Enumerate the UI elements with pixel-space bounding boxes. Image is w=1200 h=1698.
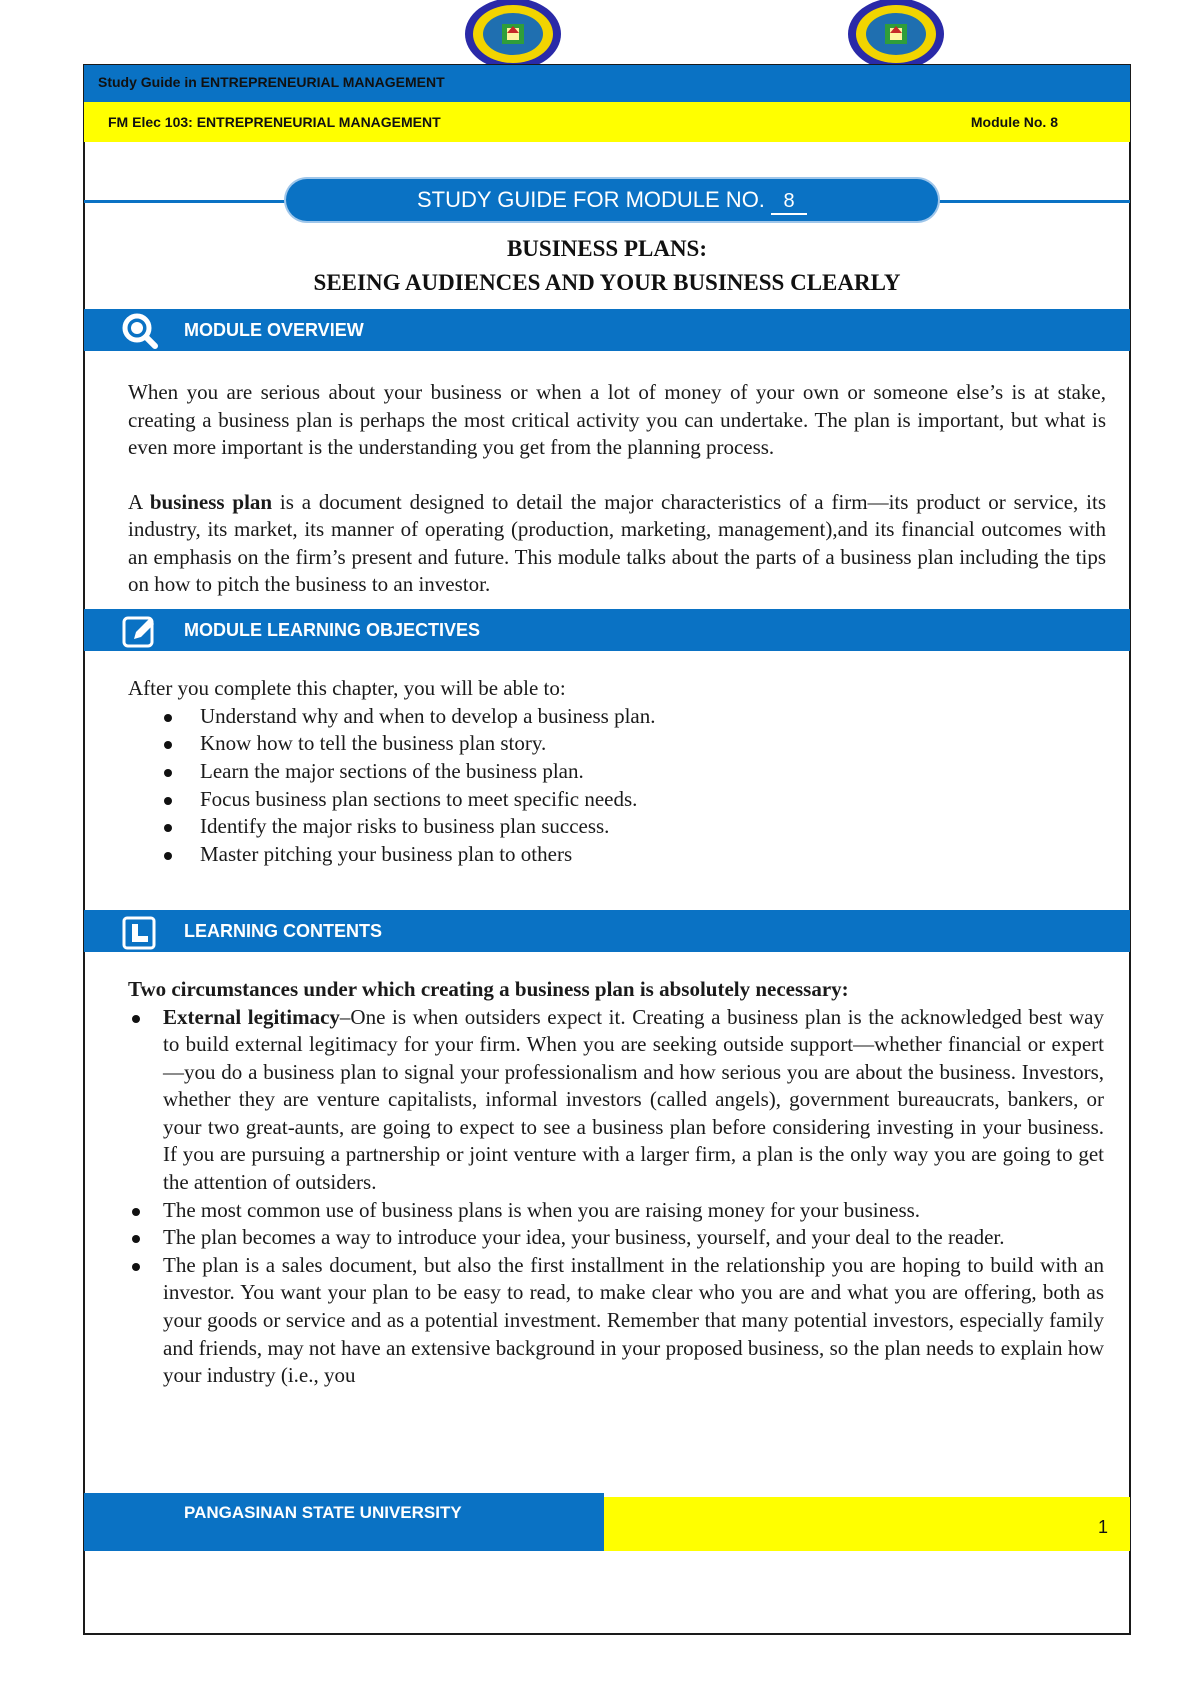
objective-item: Identify the major risks to business plan success. (128, 813, 1106, 841)
contents-block (128, 976, 1104, 1390)
banner-line-left (84, 200, 286, 203)
content-item: The plan becomes a way to introduce your idea, your business, yourself, and your deal to the reader. (128, 1224, 1104, 1252)
header-course-band (84, 102, 1130, 142)
header-top-band (84, 65, 1130, 102)
objectives-block (128, 675, 1106, 869)
pencil-edit-icon (122, 613, 158, 649)
page-title-line2: SEEING AUDIENCES AND YOUR BUSINESS CLEARLY (313, 270, 901, 295)
content-item-1-text: –One is when outsiders expect it. Creating a business plan is the acknowledged best way to build external legitimacy for your firm. When you are seeking outside support—whether financial or expert—you do a business plan to signal your professionalism and how serious you are about the business. Investors, whether they are venture capitalists, informal investors (called angels), government bureaucrats, bankers, or your two great-aunts, are going to expect to see a business plan before considering investing in your business. If you are pursuing a partnership or joint venture with a larger firm, a plan is the only way you are going to get the attention of outsiders. (163, 1004, 1104, 1195)
magnifier-icon (122, 313, 158, 349)
section-bar-overview (84, 309, 1130, 351)
overview-paragraph-1: When you are serious about your business or when a lot of money of your own or someone else’s is at stake, creating a business plan is perhaps the most critical activity you can undertake. The plan is important, but what is even more important is the understanding you get from the planning process. (128, 380, 1106, 459)
content-item: The plan is a sales document, but also the first installment in the relationship you are hoping to build with an investor. You want your plan to be easy to read, to make clear who you are and what you are offering, both as your goods or service and as a potential investment. Remember that many potential investors, especially family and friends, may not have an extensive background in your proposed business, so the plan needs to explain how your industry (i.e., you (128, 1252, 1104, 1390)
objective-item: Understand why and when to develop a business plan. (128, 703, 1106, 731)
overview-p2-rest: is a document designed to detail the major characteristics of a firm—its product or service, its industry, its market, its manner of operating (production, marketing, management),and its financial outcomes with an emphasis on the firm’s present and future. This module talks about the parts of a business plan including the tips on how to pitch the business to an investor. (128, 489, 1106, 596)
header-top-line: Study Guide in ENTREPRENEURIAL MANAGEMENT (98, 74, 445, 90)
objective-item: Learn the major sections of the business plan. (128, 758, 1106, 786)
course-title: FM Elec 103: ENTREPRENEURIAL MANAGEMENT (108, 114, 441, 130)
section-heading-overview: MODULE OVERVIEW (184, 320, 364, 340)
content-item (128, 1004, 1104, 1197)
objective-item: Know how to tell the business plan story. (128, 730, 1106, 758)
contents-subheading: Two circumstances under which creating a business plan is absolutely necessary: (128, 977, 849, 1001)
page-title-line1: BUSINESS PLANS: (506, 236, 708, 261)
banner-line-right (938, 200, 1130, 203)
module-number: Module No. 8 (970, 114, 1058, 130)
objectives-intro: After you complete this chapter, you will be able to: (128, 676, 566, 700)
contents-list (128, 1004, 1104, 1390)
objectives-list (128, 703, 1106, 869)
content-item: The most common use of business plans is when you are raising money for your business. (128, 1197, 1104, 1225)
section-heading-contents: LEARNING CONTENTS (184, 921, 382, 941)
section-heading-objectives: MODULE LEARNING OBJECTIVES (184, 620, 481, 640)
footer-page-band (604, 1497, 1130, 1551)
banner-label: STUDY GUIDE FOR MODULE NO. (416, 187, 765, 212)
footer-university-band (84, 1493, 604, 1551)
objective-item: Master pitching your business plan to others (128, 841, 1106, 869)
overview-p2-lead: A (128, 489, 150, 514)
footer-university: PANGASINAN STATE UNIVERSITY (184, 1503, 462, 1522)
overview-paragraph-2 (128, 489, 1106, 599)
external-legitimacy-term: External legitimacy (163, 1004, 340, 1029)
section-bar-contents (84, 910, 1130, 952)
document-icon (122, 914, 158, 950)
business-plan-term: business plan (149, 489, 273, 514)
objective-item: Focus business plan sections to meet specific needs. (128, 786, 1106, 814)
banner-module-number: 8 (771, 189, 807, 215)
page-number: 1 (1097, 1517, 1108, 1537)
overview-text (128, 379, 1106, 599)
section-bar-objectives (84, 609, 1130, 651)
study-guide-banner (286, 179, 938, 221)
